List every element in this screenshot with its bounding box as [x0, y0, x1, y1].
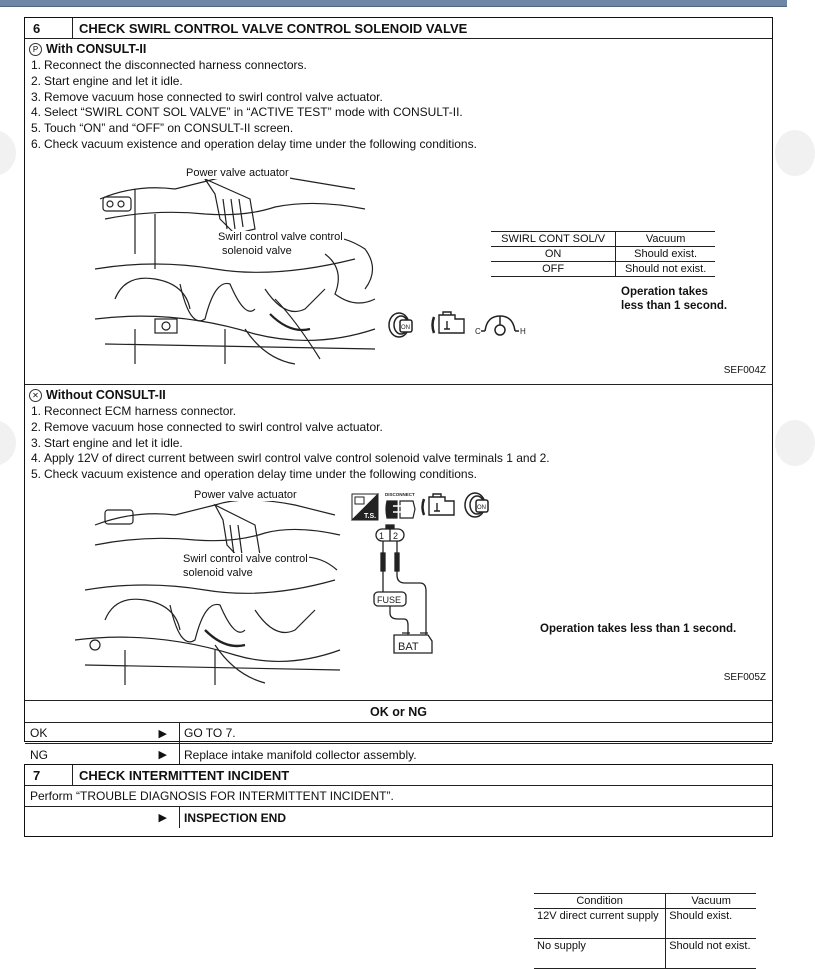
table-header-row: [491, 232, 715, 247]
arrow-right-icon: ▶: [158, 749, 167, 761]
result-row-ok: [25, 723, 772, 744]
table-row: [534, 909, 756, 939]
result-action: INSPECTION END: [184, 810, 287, 825]
step-number: 7: [25, 765, 73, 785]
svg-text:DISCONNECT: DISCONNECT: [385, 492, 415, 497]
result-key: NG: [30, 747, 48, 762]
table-cell: ON: [491, 247, 616, 262]
step-item: 3. Start engine and let it idle.: [31, 435, 183, 450]
table-row: [491, 247, 715, 262]
engine-illustration: [65, 485, 345, 685]
arrow-right-icon: ▶: [158, 727, 167, 740]
consult-icon: P: [29, 43, 42, 56]
solenoid-label-line1: Swirl control valve control: [183, 553, 308, 565]
wiring-diagram: [370, 525, 460, 655]
step-title: CHECK SWIRL CONTROL VALVE CONTROL SOLENOID VALVE: [79, 20, 468, 36]
table-cell: 12V direct current supply: [534, 909, 666, 939]
arrow-right-icon: ▶: [158, 812, 167, 824]
result-action: Replace intake manifold collector assembly.: [184, 747, 417, 762]
power-valve-actuator-label: Power valve actuator: [194, 489, 297, 501]
table-cell: Should exist.: [616, 247, 715, 262]
svg-text:ON: ON: [477, 505, 486, 511]
step-item: 5. Touch “ON” and “OFF” on CONSULT-II screen.: [31, 121, 294, 136]
step-number: 6: [25, 18, 73, 38]
probe-1: [381, 553, 385, 571]
table-cell: Should not exist.: [666, 939, 756, 969]
table-header-row: [534, 894, 756, 909]
page-nav-right-hint: [775, 420, 815, 466]
page-nav-left-hint: [0, 420, 16, 466]
step-6-header: [25, 18, 772, 39]
step-title: CHECK INTERMITTENT INCIDENT: [79, 767, 290, 783]
header-cell: Vacuum: [616, 232, 715, 247]
result-row-end: [25, 807, 772, 828]
svg-text:T.S.: T.S.: [364, 513, 377, 520]
step-item: 2. Remove vacuum hose connected to swirl control valve actuator.: [31, 419, 383, 434]
page-nav-left-hint: [0, 130, 16, 176]
step-item: 3. Remove vacuum hose connected to swirl control valve actuator.: [31, 89, 383, 104]
figure-code: SEF004Z: [723, 365, 766, 376]
result-row-ng: [25, 744, 772, 765]
operation-time-note: Operation takes less than 1 second.: [540, 623, 737, 635]
table-cell: Should exist.: [666, 909, 756, 939]
engine-warm-gauge-icon: [475, 311, 525, 341]
table-cell: Should not exist.: [616, 262, 715, 277]
consult-vacuum-table: [491, 231, 715, 277]
probe-2: [395, 553, 399, 571]
result-header: OK or NG: [25, 701, 772, 723]
engine-running-icon: [421, 493, 457, 521]
step-item: 1. Reconnect ECM harness connector.: [31, 404, 237, 418]
with-consult-title: [29, 42, 146, 56]
step-7-header: [25, 765, 772, 786]
fuse-label: FUSE: [377, 595, 402, 605]
ignition-on-icon: [387, 311, 415, 339]
viewer-top-bar: [0, 0, 787, 7]
step-7-instruction: Perform “TROUBLE DIAGNOSIS FOR INTERMITTENT INCIDENT”.: [25, 786, 772, 807]
table-cell: OFF: [491, 262, 616, 277]
no-consult-icon: ✕: [29, 389, 42, 402]
step-item: 6. Check vacuum existence and operation delay time under the following conditions.: [31, 136, 477, 151]
step-item: 5. Check vacuum existence and operation delay time under the following conditions.: [31, 467, 477, 482]
solenoid-label-line2: solenoid valve: [222, 245, 292, 257]
with-consult-label: With CONSULT-II: [46, 42, 147, 56]
terminal-1: 1: [379, 531, 385, 541]
table-cell: No supply: [534, 939, 666, 969]
power-valve-actuator-label: Power valve actuator: [186, 167, 289, 179]
svg-text:C: C: [475, 327, 481, 336]
without-consult-label: Without CONSULT-II: [46, 388, 166, 402]
figure-code: SEF005Z: [723, 672, 766, 683]
with-consult-steps: [31, 58, 477, 153]
disconnect-icon: [383, 491, 417, 521]
engine-running-icon: [431, 311, 467, 339]
with-consult-section: [25, 39, 772, 385]
ignition-on-icon: [463, 491, 491, 519]
header-cell: Condition: [534, 894, 666, 909]
operation-time-note: Operation takes less than 1 second.: [621, 286, 728, 312]
result-key: OK: [30, 726, 48, 740]
table-row: [491, 262, 715, 277]
header-cell: Vacuum: [666, 894, 756, 909]
step-item: 4. Select “SWIRL CONT SOL VALVE” in “ACTIVE TEST” mode with CONSULT-II.: [31, 105, 463, 120]
without-consult-steps: [31, 404, 550, 483]
table-row: [534, 939, 756, 969]
solenoid-label-line1: Swirl control valve control: [218, 231, 343, 243]
no-consult-vacuum-table: [534, 893, 756, 969]
step-item: 4. Apply 12V of direct current between swirl control valve control solenoid valve terminals 1 and 2.: [31, 451, 550, 466]
terminal-2: 2: [393, 531, 399, 541]
svg-text:H: H: [520, 327, 526, 336]
result-action[interactable]: GO TO 7.: [184, 726, 236, 740]
header-cell: SWIRL CONT SOL/V: [491, 232, 616, 247]
page-nav-right-hint: [775, 130, 815, 176]
svg-text:ON: ON: [401, 325, 410, 331]
step-item: 2. Start engine and let it idle.: [31, 73, 183, 88]
step-7-box: [24, 764, 773, 837]
solenoid-label-line2: solenoid valve: [183, 567, 253, 579]
step-item: 1. Reconnect the disconnected harness connectors.: [31, 58, 307, 72]
battery-label: BAT: [398, 641, 419, 653]
test-set-icon: [351, 493, 379, 521]
without-consult-title: [29, 388, 166, 402]
engine-illustration: [95, 159, 385, 364]
